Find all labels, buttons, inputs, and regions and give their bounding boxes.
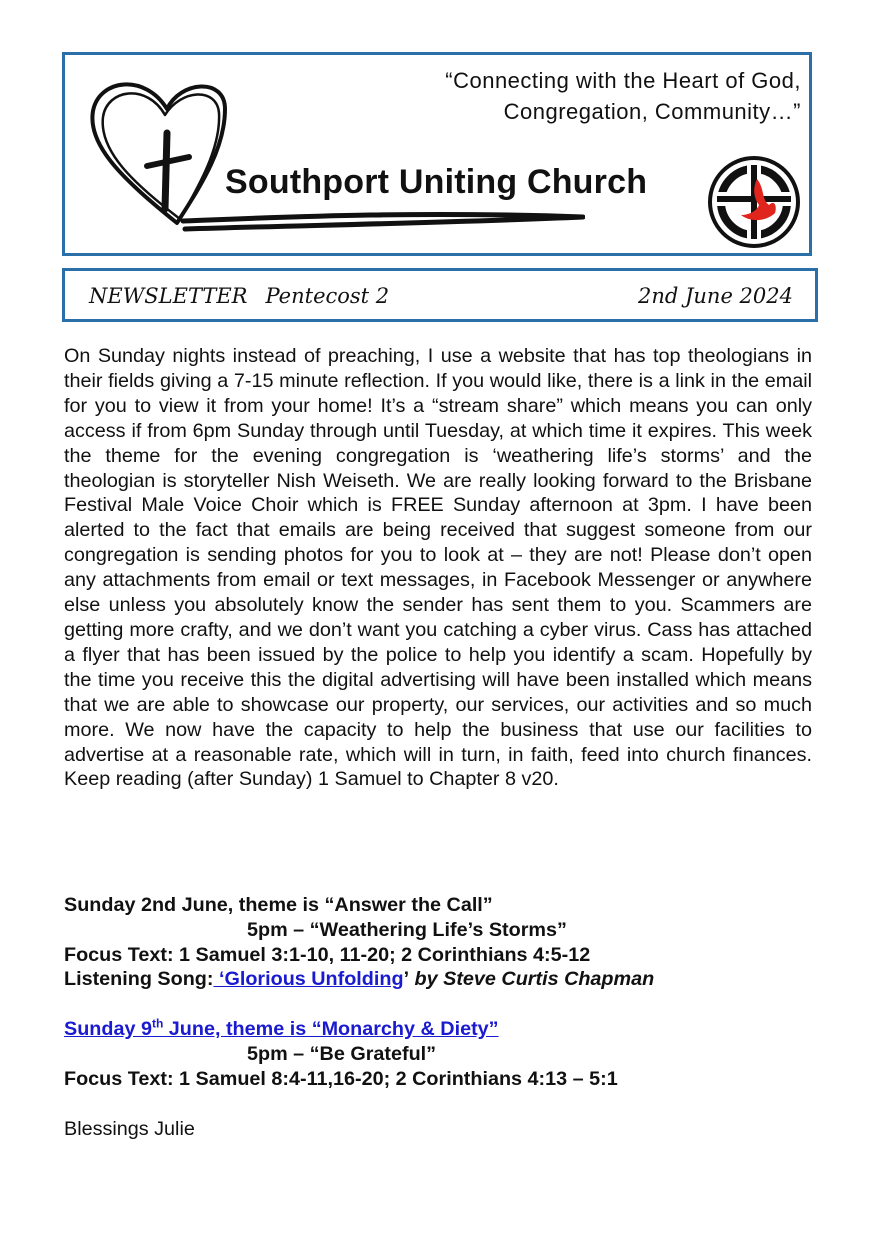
listening-song-link[interactable]: ‘Glorious Unfolding xyxy=(213,968,404,991)
masthead xyxy=(62,52,812,256)
service-heading: Sunday 2nd June, theme is “Answer the Call” xyxy=(64,894,493,916)
sign-off: Blessings Julie xyxy=(64,1118,195,1140)
newsletter-occasion: Pentecost 2 xyxy=(265,284,390,308)
service-evening: 5pm – “Be Grateful” xyxy=(247,1042,437,1065)
service-june-9 xyxy=(64,1017,824,1091)
body-paragraph: On Sunday nights instead of preaching, I use a website that has top theologians in their fields giving a 7-15 minute reflection. If you would like, there is a link in the email for you to view it from your home! It’s a “stream share” which means you can only access if from 6pm Sunday through until Tuesday, at which time it expires. This week the theme for the evening congregation is ‘weathering life’s storms’ and the theologian is storyteller Nish Weiseth. We are really looking forward to the Brisbane Festival Male Voice Choir which is FREE Sunday afternoon at 3pm. I have been alerted to the fact that emails are being received that suggest someone from our congregation is sending photos for you to look at – they are not! Please don’t open any attachments from email or text messages, in Facebook Messenger or anywhere else unless you absolutely know the sender has sent them to you. Scammers are getting more crafty, and we don’t want you catching a cyber virus. Cass has attached a flyer that has been issued by the police to help you identify a scam. Hopefully by the time you receive this the digital advertising will have been installed which means that we are able to showcase our property, our services, our activities and so much more. We now have the capacity to help the business that use our facilities to advertise at a reasonable rate, which will in turn, in faith, feed into church finances. Keep reading (after Sunday) 1 Samuel to Chapter 8 v20. xyxy=(64,345,812,791)
service-evening: 5pm – “Weathering Life’s Storms” xyxy=(247,918,567,941)
tagline-line-2: Congregation, Community…” xyxy=(503,99,801,124)
service-heading-link-text[interactable] xyxy=(64,1018,499,1040)
listening-song-quote: ’ xyxy=(403,968,410,991)
uniting-church-logo-icon xyxy=(707,155,801,249)
service-heading-post: June, theme is “Monarchy & Diety” xyxy=(163,1018,499,1040)
service-heading-link[interactable] xyxy=(64,1017,824,1042)
service-heading-sup: th xyxy=(151,1016,164,1031)
newsletter-bar xyxy=(62,268,818,322)
service-june-2 xyxy=(64,893,824,992)
service-focus-text: Focus Text: 1 Samuel 3:1-10, 11-20; 2 Corinthians 4:5-12 xyxy=(64,943,591,966)
listening-song-artist: by Steve Curtis Chapman xyxy=(409,968,655,991)
service-focus-text: Focus Text: 1 Samuel 8:4-11,16-20; 2 Corinthians 4:13 – 5:1 xyxy=(64,1067,618,1090)
newsletter-date: 2nd June 2024 xyxy=(637,284,793,308)
listening-song-label: Listening Song: xyxy=(64,968,214,991)
newsletter-title xyxy=(89,284,389,308)
listening-song xyxy=(64,967,824,992)
tagline-line-1: “Connecting with the Heart of God, xyxy=(445,68,801,93)
tagline xyxy=(445,65,801,127)
newsletter-label: NEWSLETTER xyxy=(89,284,248,308)
service-heading-pre: Sunday 9 xyxy=(64,1018,152,1040)
church-name: Southport Uniting Church xyxy=(225,163,648,201)
